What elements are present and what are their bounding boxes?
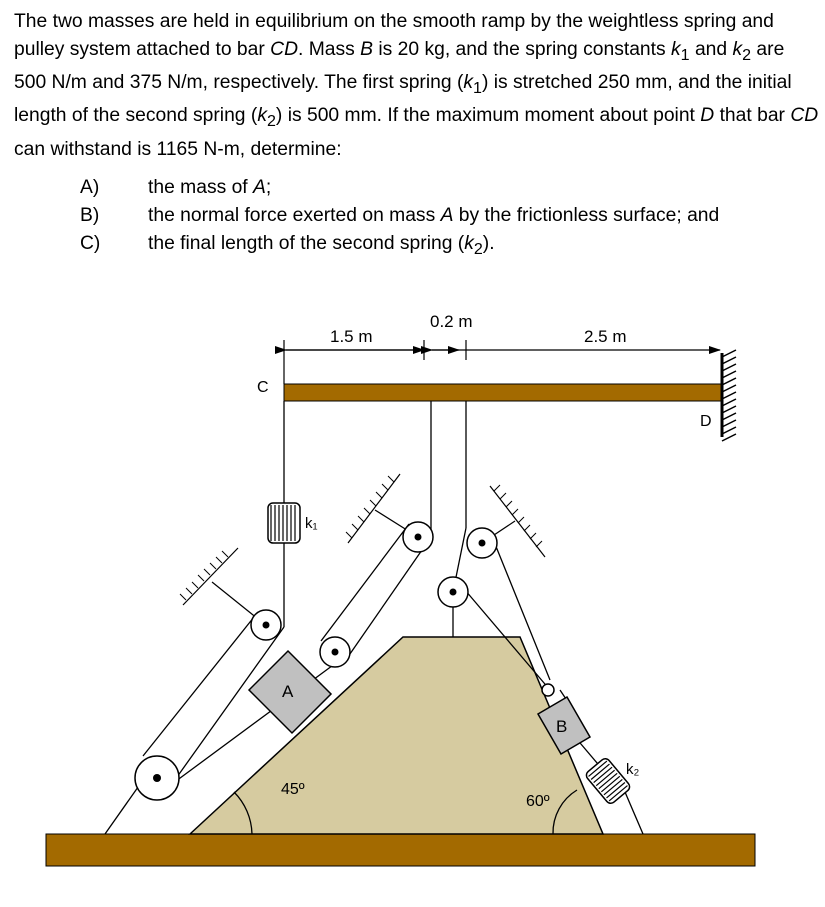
dim-right-label: 2.5 m bbox=[584, 327, 627, 346]
dimension-lines bbox=[284, 340, 720, 384]
part-text: the final length of the second spring $(k_2)$. bbox=[148, 233, 495, 258]
part-text: the normal force exerted on mass A by the frictionless surface; and bbox=[148, 205, 720, 226]
angle-left-label: 45º bbox=[281, 781, 305, 798]
part-label: A) bbox=[80, 177, 100, 198]
part-label: C) bbox=[80, 233, 101, 254]
mass-b-label: B bbox=[556, 717, 568, 736]
spring-k2-label: k₂ bbox=[626, 761, 640, 778]
wall-hatch bbox=[722, 350, 736, 441]
part-text: the mass of A; bbox=[148, 177, 272, 198]
spring-k1 bbox=[268, 503, 300, 543]
part-label: B) bbox=[80, 205, 100, 226]
dim-mid-label: 0.2 m bbox=[430, 312, 473, 331]
dim-left-label: 1.5 m bbox=[330, 327, 373, 346]
bar-cd bbox=[284, 384, 721, 401]
point-d-label: D bbox=[700, 413, 712, 430]
point-c-label: C bbox=[257, 379, 269, 396]
spring-k1-label: k₁ bbox=[305, 515, 318, 532]
mass-a-label: A bbox=[282, 682, 294, 701]
angle-right-label: 60º bbox=[526, 793, 550, 810]
spring-k2 bbox=[584, 757, 631, 806]
ground-bar bbox=[46, 834, 755, 866]
problem-paragraph: The two masses are held in equilibrium on the smooth ramp by the weightless spring and pulley system attached to bar CD. Mass B is 20 kg, and the spring constants $k_1$ and $k_2$ are 500 N/m and 375 N/m, respectively. The first spring $(k_1)$ is stretched 250 mm, and the initial length of the second spring $(k_2)$ is 500 mm. If the maximum moment about point D that bar CD can withstand is 1165 N-m, determine: bbox=[14, 11, 819, 160]
